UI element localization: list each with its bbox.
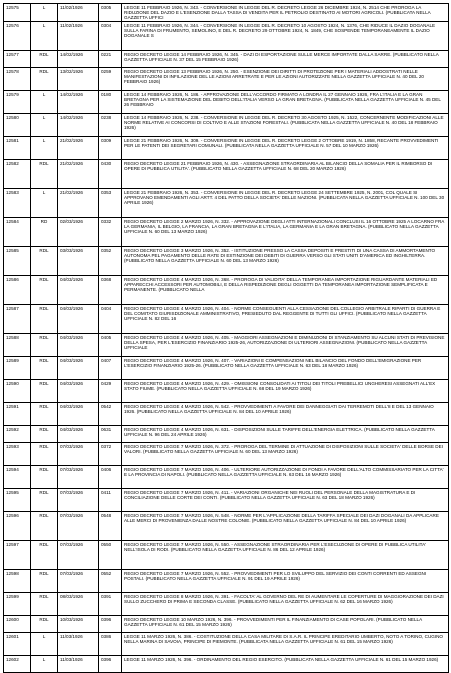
record-number: 12602 bbox=[4, 656, 31, 673]
record-type: RDL bbox=[31, 512, 58, 541]
record-type: RDL bbox=[31, 443, 58, 466]
record-code: 0411 bbox=[99, 489, 122, 512]
record-number: 12578 bbox=[4, 68, 31, 91]
record-code: 0386 bbox=[99, 633, 122, 656]
record-text: REGIO DECRETO LEGGE 7 MARZO 1926, N. 411. - VARIAZIONI ORGANICHE NEI RUOLI DEL PERSONALE DELLA MAGISTRATURA E DI CONCILIAZIONE DELLE CORTE DEI CONTI. (PUBBLICATO NELLA GAZZETTA UFFICIALE N. 63 DEL 18 MARZO 1926) bbox=[122, 489, 449, 512]
record-code: 0391 bbox=[99, 593, 122, 616]
record-code: 0407 bbox=[99, 357, 122, 380]
record-date: 02/03/1926 bbox=[58, 218, 99, 247]
table-row bbox=[4, 616, 449, 633]
record-date: 11/02/1926 bbox=[58, 4, 99, 22]
record-type: L bbox=[31, 633, 58, 656]
record-code: 0396 bbox=[99, 656, 122, 673]
table-row bbox=[4, 247, 449, 276]
record-number: 12586 bbox=[4, 276, 31, 305]
record-type: RDL bbox=[31, 466, 58, 489]
record-type: L bbox=[31, 22, 58, 51]
record-date: 07/03/1926 bbox=[58, 570, 99, 593]
table-row bbox=[4, 4, 449, 22]
record-type: RDL bbox=[31, 51, 58, 68]
record-code: 0353 bbox=[99, 189, 122, 218]
record-text: REGIO DECRETO LEGGE 8 MARZO 1926, N. 391. - FACOLTA' AL GOVERNO DEL RE DI AUMENTARE LE COPERTURE DI MAGGIORAZIONE DEI DAZI SULLO ZUCCHERO DI PRIMA E SECONDA CLASSE. (PUBBLICATO NELLA GAZZETTA UFFICIALE N. 62 DEL 16 MARZO 1926) bbox=[122, 593, 449, 616]
record-text: REGIO DECRETO LEGGE 7 MARZO 1926, N. 548. - NORME PER L'APPLICAZIONE DELLA TARIFFA SPECIALE DEI DAZI DOGANALI DA APPLICARE ALLE MERCI DI PROVENIENZA DALLE NOSTRE COLONIE. (PUBBLICATO NELLA GAZZETTA UFFICIALE N. 84 DEL 10 APRILE 1926) bbox=[122, 512, 449, 541]
record-number: 12582 bbox=[4, 160, 31, 189]
record-number: 12594 bbox=[4, 466, 31, 489]
record-text: REGIO DECRETO LEGGE 4 MARZO 1926, N. 542. - PROVVEDIMENTI A FAVORE DEI DANNEGGIATI DAI TERREMOTI DELL'8 E DEL 13 GENNAIO 1926. (PUBBLICATO NELLA GAZZETTA UFFICIALE N. 84 DEL 10 APRILE 1926) bbox=[122, 403, 449, 426]
record-number: 12583 bbox=[4, 189, 31, 218]
record-date: 04/03/1926 bbox=[58, 305, 99, 334]
record-type: RDL bbox=[31, 357, 58, 380]
table-row bbox=[4, 443, 449, 466]
record-text: REGIO DECRETO LEGGE 10 MARZO 1926, N. 396. - PROVVEDIMENTI PER IL FINANZIAMENTO DI CASE POPOLARI. (PUBBLICATO NELLA GAZZETTA UFFICIALE N. 61 DEL 15 MARZO 1926) bbox=[122, 616, 449, 633]
record-number: 12584 bbox=[4, 218, 31, 247]
table-row bbox=[4, 91, 449, 114]
table-row bbox=[4, 633, 449, 656]
record-type: RDL bbox=[31, 426, 58, 443]
record-date: 08/03/1926 bbox=[58, 593, 99, 616]
table-row bbox=[4, 305, 449, 334]
record-code: 0404 bbox=[99, 305, 122, 334]
record-text: REGIO DECRETO LEGGE 4 MARZO 1926, N. 407. - VARIAZIONI E COMPENSAZIONI NEL BILANCIO DEL FONDO DELL'EMIGRAZIONE PER L'ESERCIZIO FINANZIARIO 1925-26. (PUBBLICATO NELLA GAZZETTA UFFICIALE N. 63 DEL 18 MARZO 1926) bbox=[122, 357, 449, 380]
record-text: LEGGE 21 FEBBRAIO 1926, N. 353. - CONVERSIONE IN LEGGE DEL R. DECRETO LEGGE 24 SETTEMBRE 1925, N. 2001, COL QUALE SI APPROVANO EMENDAMENTI AGLI ARTT. 4 DEL PATTO DELLA SOCIETA' DELLE NAZIONI. (PUBBLICATA NELLA GAZZETTA UFFICIALE N. 100 DEL 30 APRILE 1926) bbox=[122, 189, 449, 218]
record-date: 14/02/1926 bbox=[58, 114, 99, 137]
record-text: REGIO DECRETO LEGGE 14 FEBBRAIO 1926, N. 345. - DAZI DI ESPORTAZIONE SULLE MERCE IMPORTATE DALLA SARRE. (PUBBLICATO NELLA GAZZETTA UFFICIALE N. 37 DEL 15 FEBBRAIO 1926) bbox=[122, 51, 449, 68]
record-type: RDL bbox=[31, 593, 58, 616]
record-code: 0332 bbox=[99, 218, 122, 247]
record-date: 07/03/1926 bbox=[58, 489, 99, 512]
record-text: LEGGE 11 MARZO 1926, N. 386. - COSTITUZIONE DELLA CASA MILITARE DI S.A.R. IL PRINCIPE EREDITARIO UMBERTO, NOTO A TORINO, CUGINO NELLA MARINA DI SAVOIA, PRINCIPE DI PIEMONTE. (PUBBLICATA NELLA GAZZETTA UFFICIALE N. 61 DEL 15 MARZO 1926) bbox=[122, 633, 449, 656]
record-code: 0305 bbox=[99, 4, 122, 22]
record-text: LEGGE 11 FEBBRAIO 1926, N. 344. - CONVERSIONE IN LEGGE DEL R. DECRETO 10 AGOSTO 1924, N. 1376, CHE RIDUCE IL DAZIO DOGANALE SULLA FARINA DI FRUMENTO, SEMOLINO, E DEL R. DECRETO 29 OTTOBRE 1924, N. 1849, CHE SOSPENDE TEMPORANEAMENTE IL DAZIO DOGANALE S bbox=[122, 22, 449, 51]
record-code: 0550 bbox=[99, 541, 122, 570]
record-date: 04/03/1926 bbox=[58, 403, 99, 426]
record-date: 11/03/1926 bbox=[58, 633, 99, 656]
record-date: 14/02/1926 bbox=[58, 51, 99, 68]
record-number: 12599 bbox=[4, 593, 31, 616]
table-row bbox=[4, 570, 449, 593]
record-number: 12579 bbox=[4, 91, 31, 114]
table-row bbox=[4, 334, 449, 357]
record-text: REGIO DECRETO LEGGE 4 MARZO 1926, N. 631. - DISPOSIZIONI SULLE TARIFFE DELL'ENERGIA ELETTRICA. (PUBBLICATO NELLA GAZZETTA UFFICIALE N. 96 DEL 24 APRILE 1926) bbox=[122, 426, 449, 443]
record-type: RDL bbox=[31, 276, 58, 305]
record-number: 12577 bbox=[4, 51, 31, 68]
table-row bbox=[4, 68, 449, 91]
record-date: 04/03/1926 bbox=[58, 426, 99, 443]
record-text: REGIO DECRETO LEGGE 7 MARZO 1926, N. 552. - PROVVEDIMENTI PER LO SVILUPPO DEL SERVIZIO DEI CONTI CORRENTI ED ASSEGNI POSTALI. (PUBBLICATO NELLA GAZZETTA UFFICIALE N. 91 DEL 19 APRILE 1926) bbox=[122, 570, 449, 593]
record-code: 0368 bbox=[99, 276, 122, 305]
record-text: LEGGE 14 FEBBRAIO 1926, N. 186. - APPROVAZIONE DELL'ACCORDO FIRMATO A LONDRA IL 27 GENNAIO 1926, FRA L'ITALIA E LA GRAN BRETAGNA PER LA SISTEMAZIONE DEL DEBITO DELL'ITALIA VERSO LA GRAN BRETAGNA. (PUBBLICATA NELLA GAZZETTA UFFICIALE N. 45 DEL 26 FEBBRAIO bbox=[122, 91, 449, 114]
record-type: RDL bbox=[31, 489, 58, 512]
record-text: LEGGE 11 MARZO 1926, N. 396. - ORDINAMENTO DEL REGIO ESERCITO. (PUBBLICATA NELLA GAZZETTA UFFICIALE N. 61 DEL 15 MARZO 1926) bbox=[122, 656, 449, 673]
record-code: 0406 bbox=[99, 466, 122, 489]
record-code: 0352 bbox=[99, 247, 122, 276]
record-number: 12590 bbox=[4, 380, 31, 403]
records-sheet bbox=[3, 3, 449, 673]
record-date: 07/03/1926 bbox=[58, 541, 99, 570]
record-text: LEGGE 14 FEBBRAIO 1926, N. 238. - CONVERSIONE IN LEGGE DEL R. DECRETO 30 AGOSTO 1925, N. 1522, CONCERNENTE MODIFICAZIONI ALLE NORME RELATIVE AI CONCORSI DI COLTIVO E ALLE STAZIONI FORESTALI. (PUBBLICATA NELLA GAZZETTA UFFICIALE N. 40 DEL 18 FEBBRAIO 1926) bbox=[122, 114, 449, 137]
record-number: 12595 bbox=[4, 489, 31, 512]
record-text: REGIO DECRETO LEGGE 4 MARZO 1926, N. 404. - NORME CONSEGUENTI ALLA CESSAZIONE DEL COLLEGIO ARBITRALE RIPARTI DI GUERRA E DEL COMITATO GIURISDIZIONALE AMMINISTRATIVO, PRESIEDUTO DAL REGGENTE DI TUTTI GLI UFFICI. (PUBBLICATO NELLA GAZZETTA UFFICIALE N. 82 DEL 16 bbox=[122, 305, 449, 334]
record-number: 12598 bbox=[4, 570, 31, 593]
record-code: 0372 bbox=[99, 443, 122, 466]
record-number: 12581 bbox=[4, 137, 31, 160]
record-date: 21/02/1926 bbox=[58, 137, 99, 160]
table-row bbox=[4, 593, 449, 616]
record-text: REGIO DECRETO LEGGE 3 MARZO 1926, N. 352. - ISTITUZIONE PRESSO LA CASSA DEPOSITI E PRESTITI DI UNA CASSA DI AMMORTAMENTO AUTONOMA PEL PAGAMENTO DELLE RATE DI ESTINZIONE DEI DEBITI DI GUERRA VERSO GLI STATI UNITI D'AMERICA ED INGHILTERRA. (PUBBLICATO NELLA GAZZETTA UFFICIALE N. 60 DEL 13 MARZO 1926) bbox=[122, 247, 449, 276]
record-type: RDL bbox=[31, 68, 58, 91]
record-code: 0180 bbox=[99, 91, 122, 114]
record-type: RDL bbox=[31, 160, 58, 189]
table-row bbox=[4, 22, 449, 51]
table-row bbox=[4, 512, 449, 541]
table-row bbox=[4, 380, 449, 403]
record-number: 12585 bbox=[4, 247, 31, 276]
record-text: REGIO DECRETO LEGGE 4 MARZO 1926, N. 368. - PROROGA DI VALIDITA' DELLA TEMPORANEA IMPORTAZIONE RIGUARDANTE MATERIALI ED APPARECCHI ACCESSORI PER AUTOMOBILI, E DELLA RISPEDIZIONE DEGLI OGGETTI DA TEMPORANEA IMPORTAZIONE SEMPLIFICATA E PERMANENTE. (PUBBLICATO NELLA bbox=[122, 276, 449, 305]
record-date: 04/03/1926 bbox=[58, 380, 99, 403]
record-code: 0304 bbox=[99, 22, 122, 51]
record-date: 11/02/1926 bbox=[58, 22, 99, 51]
record-code: 0405 bbox=[99, 334, 122, 357]
table-row bbox=[4, 51, 449, 68]
record-number: 12597 bbox=[4, 541, 31, 570]
table-row bbox=[4, 403, 449, 426]
record-number: 12593 bbox=[4, 443, 31, 466]
record-text: REGIO DECRETO LEGGE 13 FEBBRAIO 1926, N. 250. - ESENZIONE DEI DIRITTI DI PROTEZIONE PER I MATERIALI ADDOSTRATI NELLE MANIFESTAZIONI DI INFILAZIONE DEL LE AZIONI ARRETRATE E PER LE AZIONI AUTORIZZATE NELLA GAZZETTA UFFICIALE N. 40 DEL 20 FEBBRAIO 1926) bbox=[122, 68, 449, 91]
record-number: 12601 bbox=[4, 633, 31, 656]
record-date: 14/02/1926 bbox=[58, 91, 99, 114]
record-text: REGIO DECRETO LEGGE 7 MARZO 1926, N. 550. - ASSEGNAZIONE STRAORDINARIA PER L'ESECUZIONE DI OPERE DI PUBBLICA UTILITA' NELL'ISOLA DI RODI. (PUBBLICATO NELLA GAZZETTA UFFICIALE N. 86 DEL 12 APRILE 1926) bbox=[122, 541, 449, 570]
record-date: 21/02/1926 bbox=[58, 160, 99, 189]
record-type: L bbox=[31, 189, 58, 218]
record-date: 04/03/1926 bbox=[58, 276, 99, 305]
record-code: 0430 bbox=[99, 160, 122, 189]
record-code: 0429 bbox=[99, 380, 122, 403]
record-date: 13/02/1926 bbox=[58, 68, 99, 91]
record-text: REGIO DECRETO LEGGE 4 MARZO 1926, N. 429. - OMISSIONI CONSOLIDATI AI TITOLI DEI TITOLI PREBELLICI UNGHERESI ASSEGNATI ALL'EX STATO FIUME. (PUBBLICATO NELLA GAZZETTA UFFICIALE N. 68 DEL 19 MARZO 1926) bbox=[122, 380, 449, 403]
record-number: 12589 bbox=[4, 357, 31, 380]
record-text: LEGGE 11 FEBBRAIO 1926, N. 343. - CONVERSIONE IN LEGGE DEL R. DECRETO LEGGE 26 DICEMBRE 1924, N. 2514 CHE PROROGA LA RIDUZIONE DEL DAZIO E L'ESENZIONE DALLA TASSA DI VENDITA PER IL PETROLIO DESTINATO AI MOTORI AGRICOLI. (PUBBLICATA NELLA GAZZETTA UFFICI bbox=[122, 4, 449, 22]
record-code: 0552 bbox=[99, 570, 122, 593]
record-type: RDL bbox=[31, 305, 58, 334]
record-type: L bbox=[31, 114, 58, 137]
record-type: L bbox=[31, 656, 58, 673]
table-row bbox=[4, 426, 449, 443]
record-date: 04/03/1926 bbox=[58, 357, 99, 380]
record-date: 21/02/1926 bbox=[58, 189, 99, 218]
record-type: L bbox=[31, 137, 58, 160]
record-type: L bbox=[31, 4, 58, 22]
record-type: RDL bbox=[31, 616, 58, 633]
record-code: 0238 bbox=[99, 114, 122, 137]
record-text: REGIO DECRETO LEGGE 7 MARZO 1926, N. 406. - ULTERIORE AUTORIZZAZIONE DI FONDI A FAVORE DELL'ALTO COMMISSARIATO PER LA CITTA' E LA PROVINCIA DI NAPOLI. (PUBBLICATO NELLA GAZZETTA UFFICIALE N. 63 DEL 16 MARZO 1926) bbox=[122, 466, 449, 489]
legislation-table bbox=[3, 3, 449, 673]
record-code: 0542 bbox=[99, 403, 122, 426]
table-row bbox=[4, 357, 449, 380]
record-type: RDL bbox=[31, 541, 58, 570]
record-number: 12588 bbox=[4, 334, 31, 357]
table-row bbox=[4, 218, 449, 247]
record-type: L bbox=[31, 91, 58, 114]
table-row bbox=[4, 541, 449, 570]
record-date: 07/03/1926 bbox=[58, 466, 99, 489]
table-row bbox=[4, 160, 449, 189]
record-text: REGIO DECRETO LEGGE 21 FEBBRAIO 1926, N. 430. - ASSEGNAZIONE STRAORDINARIA AL BILANCIO DELLA SOMALIA PER IL RIMBORSO DI OPERE DI PUBBLICA UTILITA'. (PUBBLICATO NELLA GAZZETTA UFFICIALE N. 68 DEL 20 MARZO 1926) bbox=[122, 160, 449, 189]
record-text: REGIO DECRETO LEGGE 7 MARZO 1926, N. 372. - PROROGA DEL TERMINE DI ATTUAZIONE DI DISPOSIZIONI SULLE SOCIETA' DELLE BORSE DEI VALORI. (PUBBLICATO NELLA GAZZETTA UFFICIALE N. 60 DEL 13 MARZO 1926) bbox=[122, 443, 449, 466]
record-text: REGIO DECRETO LEGGE 4 MARZO 1926, N. 405. - MAGGIORI ASSEGNAZIONI E DIMINUZIONI DI STANZIAMENTO SU ALCUNI STATI DI PREVISIONE DELLA SPESA, PER L'ESERCIZIO FINANZIARIO 1925-26, AUTORIZZAZIONE DI ULTERIORI ASSEGNAZIONI. (PUBBLICATO NELLA GAZZETTA UFFICIALE bbox=[122, 334, 449, 357]
table-row bbox=[4, 189, 449, 218]
record-type: RDL bbox=[31, 380, 58, 403]
record-number: 12596 bbox=[4, 512, 31, 541]
record-text: LEGGE 21 FEBBRAIO 1926, N. 309. - CONVERSIONE IN LEGGE DEL R. DECRETO LEGGE 2 OTTOBRE 1919, N. 1858, RECANTE PROVVEDIMENTI PER LE PATENTI DEI SEGRETARI COMUNALI. (PUBBLICATA NELLA GAZZETTA UFFICIALE N. 57 DEL 10 MARZO 1926) bbox=[122, 137, 449, 160]
table-row bbox=[4, 276, 449, 305]
record-code: 0309 bbox=[99, 137, 122, 160]
record-number: 12576 bbox=[4, 22, 31, 51]
record-type: RDL bbox=[31, 247, 58, 276]
record-date: 04/03/1926 bbox=[58, 334, 99, 357]
table-row bbox=[4, 114, 449, 137]
record-code: 0396 bbox=[99, 616, 122, 633]
record-date: 07/03/1926 bbox=[58, 512, 99, 541]
table-row bbox=[4, 466, 449, 489]
table-row bbox=[4, 137, 449, 160]
record-date: 03/03/1926 bbox=[58, 247, 99, 276]
record-type: RDL bbox=[31, 570, 58, 593]
record-type: RDL bbox=[31, 334, 58, 357]
record-code: 0221 bbox=[99, 51, 122, 68]
record-number: 12600 bbox=[4, 616, 31, 633]
record-number: 12580 bbox=[4, 114, 31, 137]
record-date: 11/03/1926 bbox=[58, 656, 99, 673]
record-date: 07/03/1926 bbox=[58, 443, 99, 466]
record-type: RD bbox=[31, 218, 58, 247]
record-number: 12592 bbox=[4, 426, 31, 443]
record-date: 10/03/1926 bbox=[58, 616, 99, 633]
table-row bbox=[4, 489, 449, 512]
record-code: 0548 bbox=[99, 512, 122, 541]
record-type: RDL bbox=[31, 403, 58, 426]
record-number: 12587 bbox=[4, 305, 31, 334]
table-row bbox=[4, 656, 449, 673]
record-code: 0259 bbox=[99, 68, 122, 91]
record-text: REGIO DECRETO LEGGE 2 MARZO 1926, N. 332. - APPROVAZIONE DEGLI ATTI INTERNAZIONALI CONCLUSI IL 16 OTTOBRE 1925 A LOCARNO FRA LA GERMANIA, IL BELGIO, LA FRANCIA, LA GRAN BRETAGNA E L'ITALIA, LA GERMANIA E LA GRAN BRETAGNA. (PUBBLICATO NELLA GAZZETTA UFFICIALE N. 60 DEL 13 MARZO 1926) bbox=[122, 218, 449, 247]
record-number: 12591 bbox=[4, 403, 31, 426]
record-code: 0631 bbox=[99, 426, 122, 443]
record-number: 12575 bbox=[4, 4, 31, 22]
